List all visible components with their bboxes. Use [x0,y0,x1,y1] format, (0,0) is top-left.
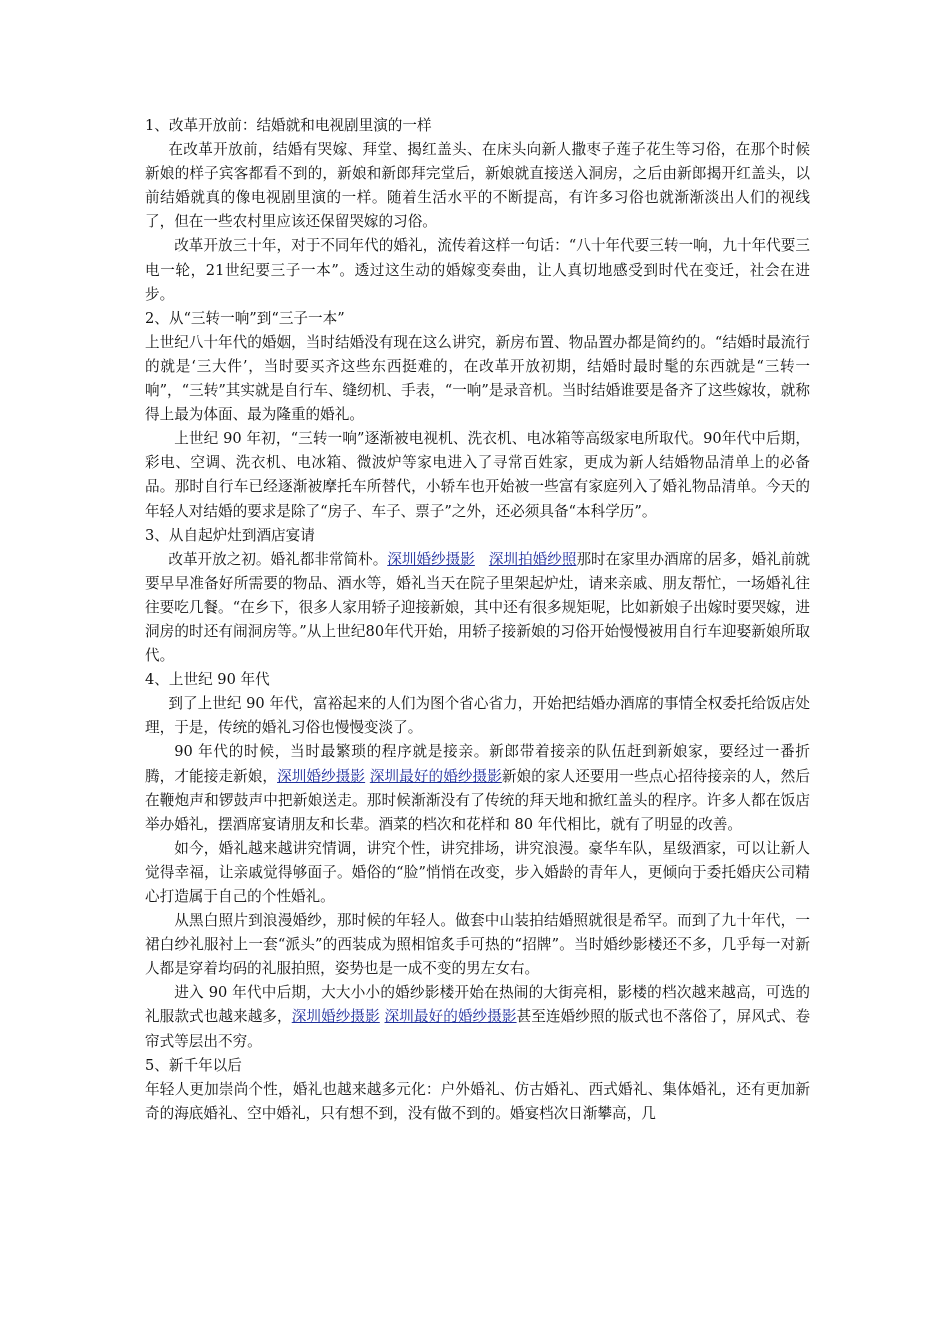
section-3-text-post: 那时在家里办酒席的居多，婚礼前就要早早准备好所需要的物品、酒水等，婚礼当天在院子里架起炉灶，请来亲戚、朋友帮忙，一场婚礼往往要吃几餐。“在乡下，很多人家用轿子迎接新娘，其中还有很多规矩呢，比如新娘子出嫁时要哭嫁，进洞房的时还有闹洞房等。”从上世纪80年代开始，用轿子接新娘的习俗开始慢慢被用自行车迎娶新娘所取代。 [145,550,810,665]
section-4-paragraph-2 [145,740,810,836]
section-4-paragraph-5 [145,981,810,1053]
section-2-paragraph-1: 上世纪八十年代的婚姻，当时结婚没有现在这么讲究，新房布置、物品置办都是简约的。“结婚时最流行的就是‘三大件’，当时要买齐这些东西挺难的，在改革开放初期，结婚时最时髦的东西就是“三转一响”，“三转”其实就是自行车、缝纫机、手表，“一响”是录音机。当时结婚谁要是备齐了这些嫁妆，就称得上最为体面、最为隆重的婚礼。 [145,333,810,424]
document-body [145,114,810,1126]
section-1-paragraph-1: 在改革开放前，结婚有哭嫁、拜堂、揭红盖头、在床头向新人撒枣子莲子花生等习俗，在那个时候新娘的样子宾客都看不到的，新娘和新郎拜完堂后，新娘就直接送入洞房，之后由新郎揭开红盖头，以前结婚就真的像电视剧里演的一样。随着生活水平的不断提高，有许多习俗也就渐渐淡出人们的视线了，但在一些农村里应该还保留哭嫁的习俗。 [145,141,810,231]
section-3-heading: 3、从自起炉灶到酒店宴请 [145,526,315,544]
section-1-heading: 1、改革开放前：结婚就和电视剧里演的一样 [145,117,432,134]
link-shenzhen-wedding-photography-2[interactable]: 深圳婚纱摄影 [291,1008,380,1026]
section-3-text-pre: 改革开放之初。婚礼都非常简朴。 [168,550,388,568]
section-4-paragraph-1: 到了上世纪 90 年代，富裕起来的人们为图个省心省力，开始把结婚办酒席的事情全权委托给饭店处理，于是，传统的婚礼习俗也慢慢变淡了。 [145,695,810,737]
section-2-heading: 2、从“三转一响”到“三子一本” [145,309,345,327]
section-2-paragraph-2: 上世纪 90 年初，“三转一响”逐渐被电视机、洗衣机、电冰箱等高级家电所取代。90年代中后期，彩电、空调、洗衣机、电冰箱、微波炉等家电进入了寻常百姓家，更成为新人结婚物品清单上的必备品。那时自行车已经逐渐被摩托车所替代，小轿车也开始被一些富有家庭列入了婚礼物品清单。今天的年轻人对结婚的要求是除了“房子、车子、票子”之外，还必须具备“本科学历”。 [145,430,810,520]
link-shenzhen-wedding-photography[interactable]: 深圳婚纱摄影 [387,550,475,568]
link-shenzhen-best-wedding-photography[interactable]: 深圳最好的婚纱摄影 [384,1008,517,1026]
section-4-paragraph-4: 从黑白照片到浪漫婚纱，那时候的年轻人。做套中山装拍结婚照就很是希罕。而到了九十年代，一裙白纱礼服衬上一套“派头”的西装成为照相馆炙手可热的“招牌”。当时婚纱影楼还不多，几乎每一对新人都是穿着均码的礼服拍照，姿势也是一成不变的男左女右。 [145,912,810,978]
section-4-p2-text-post: 新娘的家人还要用一些点心招待接亲的人，然后在鞭炮声和锣鼓声中把新娘送走。那时候渐渐没有了传统的拜天地和掀红盖头的程序。许多人都在饭店举办婚礼，摆酒席宴请朋友和长辈。酒菜的档次和花样和 80 年代相比，就有了明显的改善。 [145,767,810,833]
section-3-paragraph-1 [145,548,810,668]
link-hollywood-wedding-photography[interactable]: 深圳婚纱摄影 [277,767,366,785]
section-4-heading: 4、上世纪 90 年代 [145,671,270,689]
section-4-p5-text-post: 甚至连婚纱照的版式也不落俗了，屏风式、卷帘式等层出不穷。 [145,1008,810,1050]
link-shenzhen-wedding-studio[interactable]: 深圳最好的婚纱摄影 [369,767,502,785]
section-5-heading: 5、新千年以后 [145,1056,242,1074]
section-4-p2-text-pre: 90 年代的时候，当时最繁琐的程序就是接亲。新郎带着接亲的队伍赶到新娘家，要经过一番折腾，才能接走新娘， [145,743,810,785]
section-4-p5-text-pre: 进入 90 年代中后期，大大小小的婚纱影楼开始在热闹的大街亮相，影楼的档次越来越高，可选的礼服款式也越来越多， [145,984,810,1026]
section-4-paragraph-3: 如今，婚礼越来越讲究情调，讲究个性，讲究排场，讲究浪漫。豪华车队，星级酒家，可以让新人觉得幸福，让亲戚觉得够面子。婚俗的“脸”悄悄在改变，步入婚龄的青年人，更倾向于委托婚庆公司精心打造属于自己的个性婚礼。 [145,839,810,905]
link-shenzhen-wedding-photos[interactable]: 深圳拍婚纱照 [488,550,577,568]
section-5-paragraph-1: 年轻人更加崇尚个性，婚礼也越来越多元化：户外婚礼、仿古婚礼、西式婚礼、集体婚礼，还有更加新奇的海底婚礼、空中婚礼，只有想不到，没有做不到的。婚宴档次日渐攀高，几 [145,1080,810,1122]
section-1-paragraph-2: 改革开放三十年，对于不同年代的婚礼，流传着这样一句话：“八十年代要三转一响，九十年代要三电一轮，21世纪要三子一本”。透过这生动的婚嫁变奏曲，让人真切地感受到时代在变迁，社会在进步。 [145,237,810,303]
